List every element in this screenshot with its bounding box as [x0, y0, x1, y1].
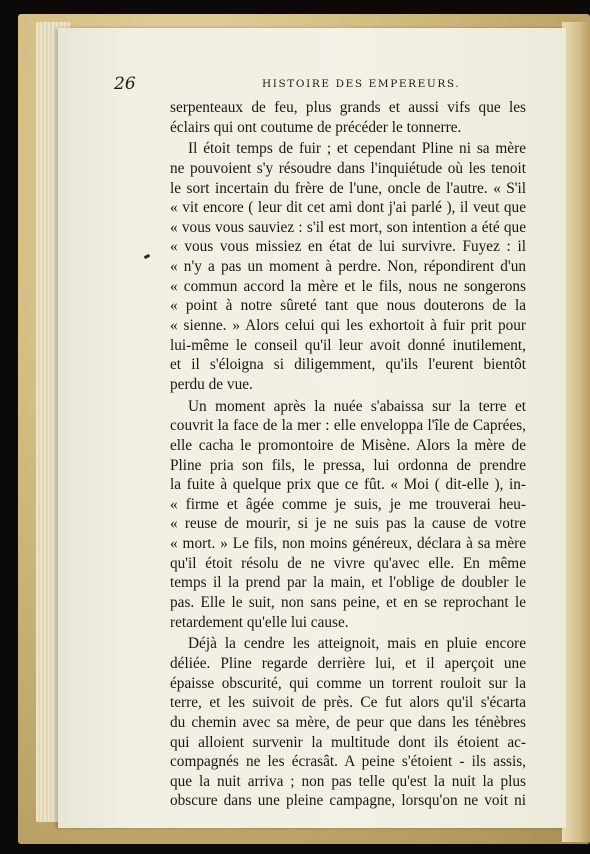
text-line: que la nuit arriva ; non pas telle qu'est la nuit la plus: [170, 772, 526, 790]
text-line: « firme et âgée comme je suis, je me trouverai heu-: [170, 495, 526, 513]
paragraph: [170, 634, 526, 811]
text-line: ne pouvoient s'y résoudre dans l'inquiétude où les tenoit: [170, 159, 526, 177]
text-line: temps il la prend par la main, et l'oblige de doubler le: [170, 574, 526, 592]
text-line: obscure dans une pleine campagne, lorsqu'on ne voit ni: [170, 792, 526, 810]
text-line: serpenteaux de feu, plus grands et aussi vifs que les: [170, 99, 526, 116]
text-line: Il étoit temps de fuir ; et cependant Pline ni sa mère: [188, 140, 526, 158]
text-line: retardement qu'elle lui cause.: [170, 613, 349, 631]
text-line: elle cacha le promontoire de Misène. Alors la mère de: [170, 436, 526, 454]
text-line: perdu de vue.: [170, 375, 253, 393]
paragraph: [170, 139, 526, 394]
facing-page-edge: [562, 22, 590, 842]
text-line: Déjà la cendre les atteignoit, mais en pluie encore: [188, 635, 526, 653]
text-line: Pline pria son fils, le pressa, lui ordonna de prendre: [170, 456, 526, 474]
paragraph: [170, 397, 526, 633]
text-line: compagnés ne les écrasât. A peine s'étoient - ils assis,: [170, 753, 526, 771]
text-line: qui alloient survenir la multitude dont ils étoient ac-: [170, 733, 526, 751]
text-line: du chemin avec sa mère, de peur que dans les ténèbres: [170, 713, 526, 731]
text-line: pas. Elle le suit, non sans peine, et en se reprochant le: [170, 594, 526, 612]
text-line: épaisse obscurité, qui comme un torrent rouloit sur la: [170, 674, 526, 692]
text-line: terre, et les suivoit de près. Ce fut alors qu'il s'écarta: [170, 694, 526, 712]
text-line: « sienne. » Alors celui qui les exhortoit à fuir prit pour: [170, 317, 526, 335]
body-text: [170, 98, 526, 811]
text-line: la fuite à quelque prix que ce fût. « Moi ( dit-elle ), in-: [170, 476, 526, 494]
text-line: lui-même le conseil qu'il leur avoit donné inutilement,: [170, 336, 526, 354]
text-line: « commun accord la mère et le fils, nous ne songerons: [170, 277, 526, 295]
running-title: HISTOIRE DES EMPEREURS.: [262, 78, 461, 90]
text-line: et il s'éloigna si diligemment, qu'ils l'eurent bientôt: [170, 356, 526, 374]
text-line: « point à notre sûreté tant que nous douterons de la: [170, 297, 526, 315]
text-line: éclairs qui ont coutume de précéder le tonnerre.: [170, 118, 462, 136]
text-line: qu'il étoit résolu de ne vivre qu'avec elle. En même: [170, 554, 526, 572]
text-line: « mort. » Le fils, non moins généreux, déclara à sa mère: [170, 535, 526, 553]
text-line: couvrit la face de la mer : elle enveloppa l'île de Caprées,: [170, 417, 526, 435]
text-line: « n'y a pas un moment à perdre. Non, répondirent d'un: [170, 258, 526, 276]
text-line: « vous vous sauviez : s'il est mort, son intention a été que: [170, 218, 526, 236]
text-line: « vit encore ( leur dit cet ami dont j'ai parlé ), il veut que: [170, 199, 526, 217]
text-line: « reuse de mourir, si je ne suis pas la cause de votre: [170, 515, 526, 533]
text-line: déliée. Pline regarde derrière lui, et il aperçoit une: [170, 654, 526, 672]
page-number: 26: [114, 74, 136, 94]
page-header: [114, 74, 524, 96]
text-line: « vous vous missiez en état de lui survivre. Fuyez : il: [170, 238, 526, 256]
text-line: le sort incertain du frère de l'une, oncle de l'autre. « S'il: [170, 179, 526, 197]
paragraph: [170, 98, 526, 137]
text-line: Un moment après la nuée s'abaissa sur la terre et: [188, 397, 526, 415]
